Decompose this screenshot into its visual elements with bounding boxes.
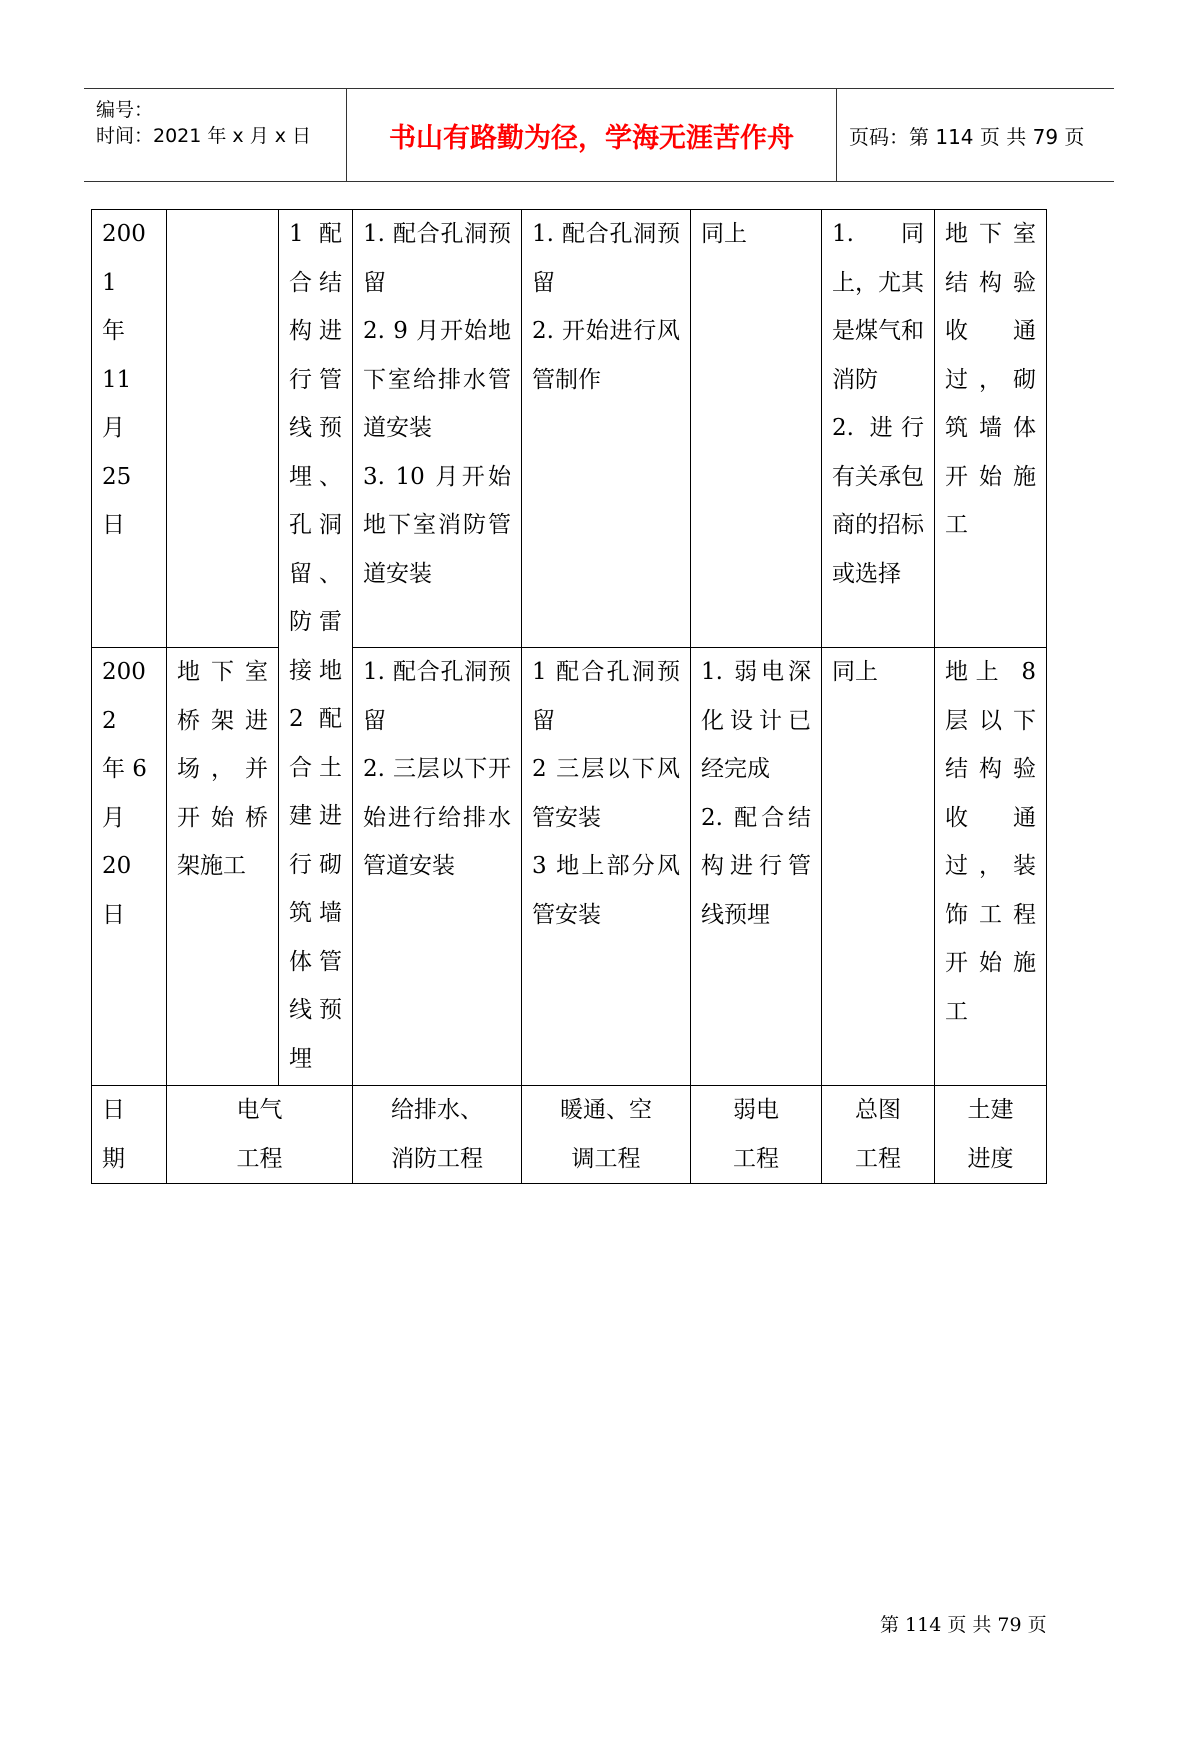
schedule-table (91, 209, 1047, 1184)
col-header-water: 给排水、 消防工程 (353, 1086, 522, 1184)
page-footer: 第 114 页 共 79 页 (880, 1614, 1047, 1636)
cell-civil: 地上 8 层以下结构验收通过，装饰工程开始施工 (935, 648, 1047, 1086)
cell-hvac: 1. 配合孔洞预留 2. 开始进行风管制作 (522, 210, 691, 648)
cell-general: 同上 (822, 648, 935, 1086)
cell-electric-a (167, 210, 279, 648)
col-header-hvac: 暖通、空 调工程 (522, 1086, 691, 1184)
cell-date: 2002 年 6 月 20 日 (92, 648, 167, 1086)
cell-electric-b: 1 配合结构进行管线预埋、孔洞留、防雷接地 2 配合土建进行砌筑墙体管线预埋 (279, 210, 353, 1086)
cell-weak: 1. 弱电深化设计已经完成 2. 配合结构进行管线预埋 (691, 648, 822, 1086)
cell-civil: 地下室结构验收通过，砌筑墙体开始施工 (935, 210, 1047, 648)
time-label: 时间：2021 年 x 月 x 日 (96, 125, 312, 147)
header-motto: 书山有路勤为径，学海无涯苦作舟 (347, 89, 837, 181)
header-meta (84, 89, 347, 181)
col-header-weak: 弱电 工程 (691, 1086, 822, 1184)
cell-water: 1. 配合孔洞预留 2. 三层以下开始进行给排水管道安装 (353, 648, 522, 1086)
cell-date: 2001 年 11 月 25 日 (92, 210, 167, 648)
cell-weak: 同上 (691, 210, 822, 648)
col-header-electric: 电气 工程 (167, 1086, 353, 1184)
col-header-civil: 土建 进度 (935, 1086, 1047, 1184)
table-header-row (92, 1086, 1047, 1184)
col-header-date: 日 期 (92, 1086, 167, 1184)
serial-label: 编号： (96, 99, 154, 121)
header-page-info: 页码：第 114 页 共 79 页 (849, 124, 1085, 149)
table-row (92, 648, 1047, 1086)
cell-general: 1. 同上，尤其是煤气和消防 2. 进行有关承包商的招标或选择 (822, 210, 935, 648)
col-header-general: 总图 工程 (822, 1086, 935, 1184)
page-header (84, 88, 1114, 182)
cell-water: 1. 配合孔洞预留 2. 9 月开始地下室给排水管道安装 3. 10 月开始地下室消防管道安装 (353, 210, 522, 648)
cell-electric-a: 地下室桥架进场，并开始桥架施工 (167, 648, 279, 1086)
cell-hvac: 1 配合孔洞预留 2 三层以下风管安装 3 地上部分风管安装 (522, 648, 691, 1086)
table-row (92, 210, 1047, 648)
